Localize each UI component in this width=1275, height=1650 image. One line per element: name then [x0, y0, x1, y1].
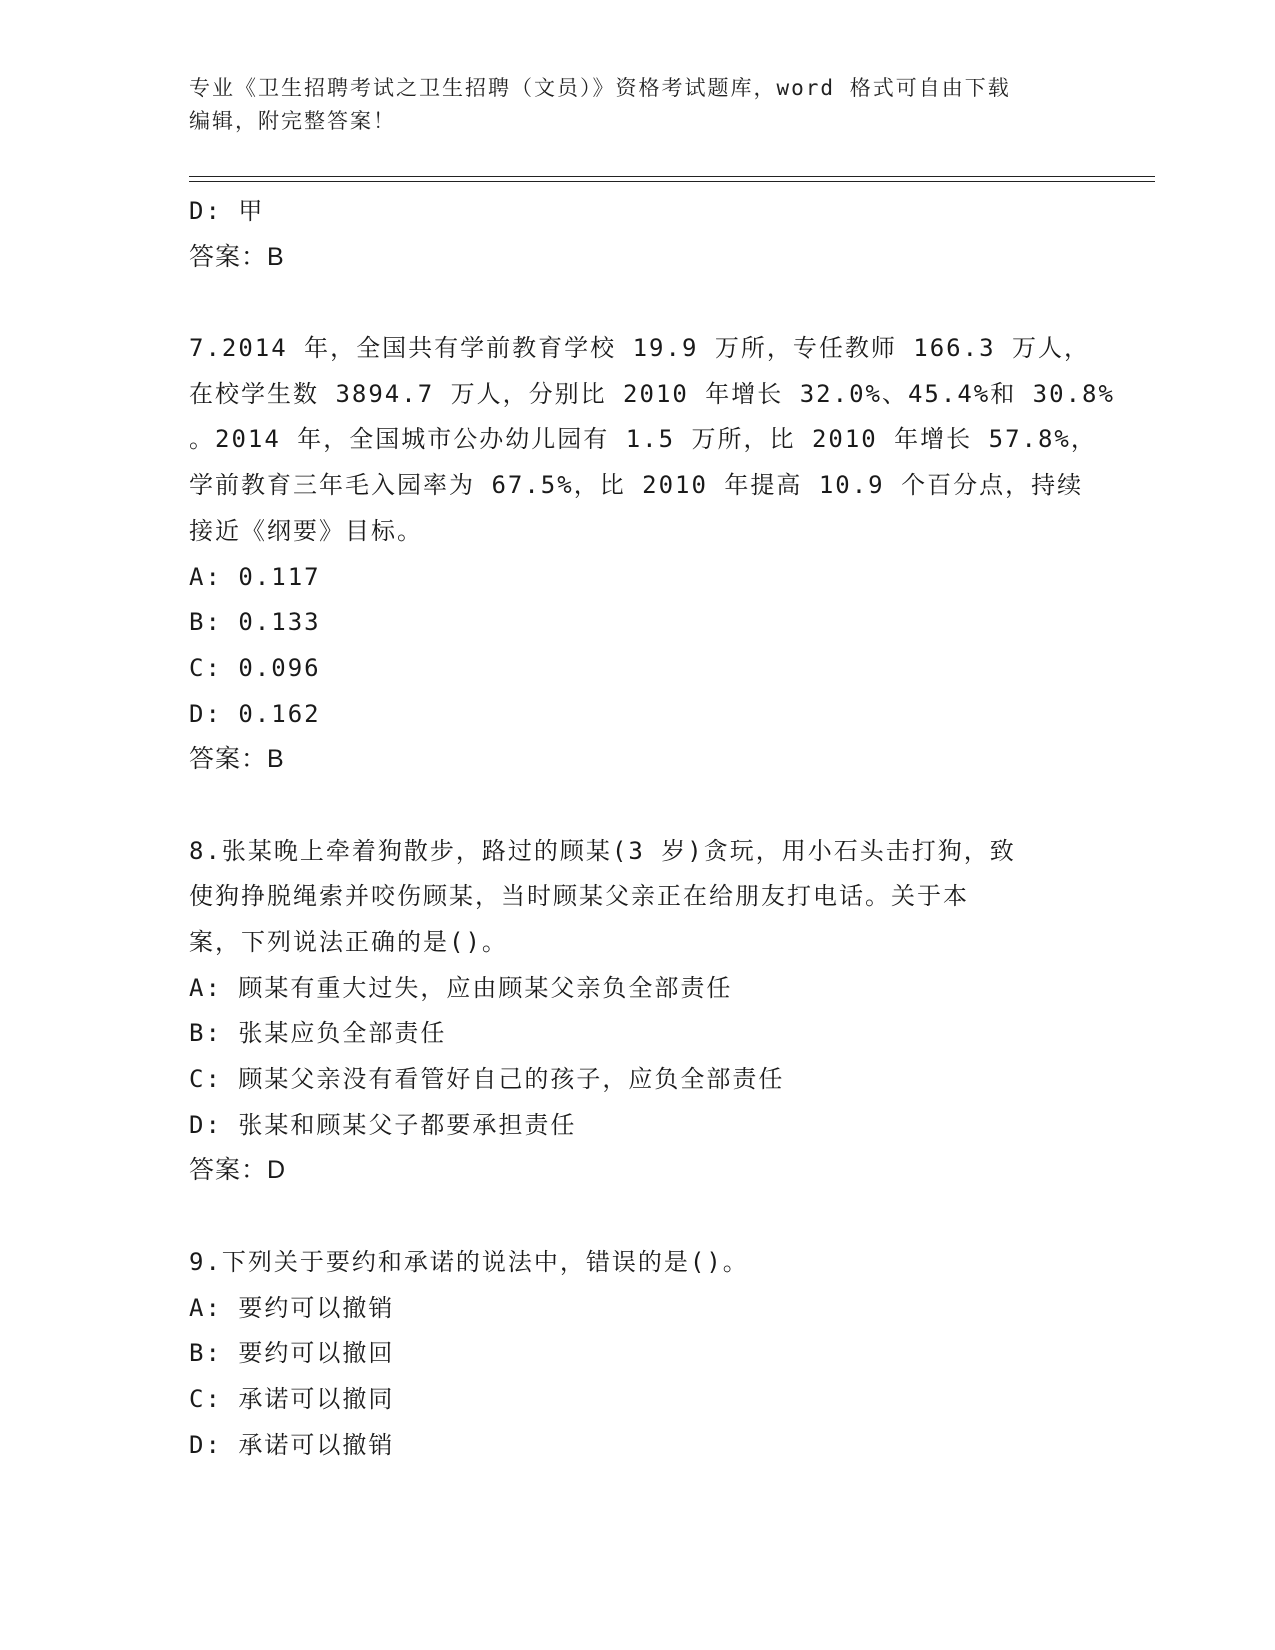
- option-b: B: 0.133: [189, 608, 321, 637]
- prev-option-d: D: 甲: [189, 197, 265, 225]
- option-c: C: 顾某父亲没有看管好自己的孩子，应负全部责任: [189, 1065, 785, 1094]
- question-text-line: 9.下列关于要约和承诺的说法中，错误的是()。: [189, 1247, 749, 1276]
- question-text-line: 在校学生数 3894.7 万人，分别比 2010 年增长 32.0%、45.4%和 30.8%: [189, 379, 1115, 408]
- option-d: D: 承诺可以撤销: [189, 1430, 395, 1459]
- question-text-line: 7.2014 年，全国共有学前教育学校 19.9 万所，专任教师 166.3 万人，: [189, 334, 1090, 363]
- spacer: [189, 1194, 1089, 1240]
- question-text-line: 8.张某晚上牵着狗散步，路过的顾某(3 岁)贪玩，用小石头击打狗，致: [189, 836, 1016, 865]
- document-body: [189, 189, 1115, 1468]
- answer: 答案：D: [189, 1156, 287, 1185]
- question-9: [189, 1240, 1089, 1468]
- option-c: C: 承诺可以撤同: [189, 1384, 395, 1413]
- question-text-line: 接近《纲要》目标。: [189, 516, 423, 545]
- header-line-2: 编辑，附完整答案！: [189, 109, 396, 133]
- option-c: C: 0.096: [189, 653, 321, 682]
- option-a: A: 0.117: [189, 562, 321, 591]
- answer: 答案：B: [189, 745, 285, 774]
- option-d: D: 0.162: [189, 699, 321, 728]
- question-8: [189, 829, 1089, 1195]
- question-7: [189, 326, 1115, 783]
- option-a: A: 顾某有重大过失，应由顾某父亲负全部责任: [189, 973, 733, 1002]
- option-a: A: 要约可以撤销: [189, 1293, 395, 1322]
- header-line-1: 专业《卫生招聘考试之卫生招聘（文员）》资格考试题库，word 格式可自由下载: [189, 76, 1011, 100]
- option-b: B: 张某应负全部责任: [189, 1019, 447, 1048]
- question-text-line: 学前教育三年毛入园率为 67.5%，比 2010 年提高 10.9 个百分点，持续: [189, 471, 1084, 500]
- option-b: B: 要约可以撤回: [189, 1339, 395, 1368]
- document-header: [189, 72, 1089, 138]
- spacer: [189, 783, 1089, 829]
- prev-answer: 答案：B: [189, 242, 285, 271]
- option-d: D: 张某和顾某父子都要承担责任: [189, 1110, 577, 1139]
- question-text-line: 案，下列说法正确的是()。: [189, 928, 508, 956]
- question-text-line: 使狗挣脱绳索并咬伤顾某，当时顾某父亲正在给朋友打电话。关于本: [189, 882, 969, 911]
- spacer: [189, 280, 1089, 326]
- question-text-line: 。2014 年，全国城市公办幼儿园有 1.5 万所，比 2010 年增长 57.8%，: [189, 425, 1097, 454]
- header-divider-top: [189, 176, 1155, 177]
- header-divider-bottom: [189, 181, 1155, 182]
